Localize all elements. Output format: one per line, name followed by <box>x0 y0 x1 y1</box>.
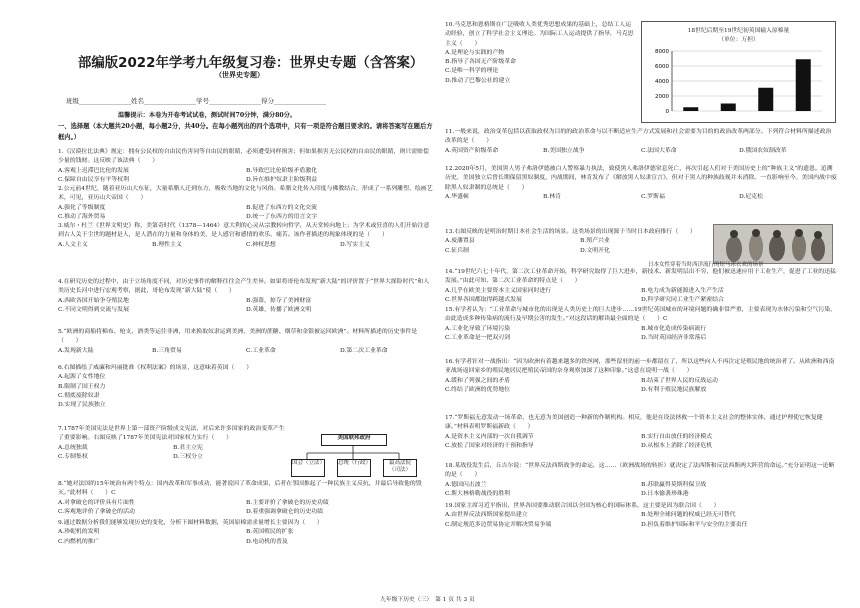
page-footer: 九年级下历史（三） 第 1 页 共 3 页 <box>380 597 475 603</box>
question-l-4 <box>58 278 434 315</box>
option-b[interactable]: B.殖产兴业 <box>580 238 610 245</box>
photo-illustration <box>714 225 832 263</box>
option-d[interactable]: D.有利于殖民地民族解放 <box>641 386 707 393</box>
question-options <box>58 167 434 186</box>
chart-y-tick-label: 2000 <box>655 94 669 100</box>
option-d[interactable]: D.科学研究同工业生产紧密结合 <box>641 296 724 303</box>
student-info-line: 班级________________姓名________________学号________________得分________________ <box>66 97 326 105</box>
question-r-10 <box>445 502 837 530</box>
option-a[interactable]: A.由世界反法西斯国家提出建立 <box>445 512 528 519</box>
option-d[interactable]: D.担负着维护国际和平与安全的主要责任 <box>641 521 748 528</box>
option-b[interactable]: B.美国独立战争 <box>543 147 585 154</box>
chart-title: 18世纪后期至19世纪初英国输入原棉量 <box>687 28 790 34</box>
option-c[interactable]: C.放松了国家对经济的干预和指导 <box>445 442 534 449</box>
option-c[interactable]: C.专制集权 <box>58 453 88 460</box>
option-c[interactable]: C.客观地评价了拿破仑的活动 <box>58 508 135 515</box>
question-stem: 7.1787年美国宪法是世界上第一部资产阶级成文宪法，对后来许多国家的政治变革产生了重要影响。右图反映了1787年美国宪法对国家权力实行（ ） <box>58 426 285 442</box>
option-a[interactable]: A.客观上迟滞巴比伦的发展 <box>58 167 129 174</box>
diagram-supreme-court: 最高法院（司法） <box>383 459 417 477</box>
exam-hint: 温馨提示：本卷为开卷考试试卷，测试时间70分钟，满分80分。 <box>118 112 297 119</box>
chart-y-tick-label: 0 <box>665 109 669 115</box>
option-c[interactable]: C.斯大林格勒战役的胜利 <box>445 490 511 497</box>
option-a[interactable]: A.发现新大陆 <box>58 347 94 354</box>
option-d[interactable]: D.写实主义 <box>340 241 370 248</box>
section-heading: 一、选择题（本大题共20小题，每小题2分，共40分。在每小题列出的四个选项中，只有一项是符合题目要求的。请将答案写在题后方框内。） <box>58 123 433 141</box>
option-d[interactable]: D.俄国农奴制改革 <box>739 147 787 154</box>
question-stem: 3.威尔・杜兰《世界文明史》称，美第奇时代（1378—1464）意大利的心灵从宗教转向哲学，从天堂转向地上；为学术或狂喜的人们开始注意到古人关于尘世的题材是人，是人潜在的力量和身体的美，是人感官和感情的欢乐、痛苦。该作者描述的现象体现的是（ ） <box>58 223 430 239</box>
option-c[interactable]: C.神权思想 <box>246 241 276 248</box>
option-c[interactable]: C.内燃机的推广 <box>58 538 100 545</box>
option-d[interactable]: D.推动了巴黎公社的建立 <box>445 77 511 84</box>
option-b[interactable]: B.林肯 <box>543 193 561 200</box>
option-d[interactable]: D.电动机的普及 <box>246 538 288 545</box>
question-options <box>445 287 837 306</box>
chart-y-tick-label: 4000 <box>655 79 669 85</box>
question-r-9 <box>445 462 837 499</box>
japan-meiji-photo <box>713 224 833 264</box>
option-b[interactable]: B.理性主义 <box>152 241 182 248</box>
question-stem: 16.有学者针对一战指出：“因为欧洲有着越来越多的铁丝网，那些留驻的前一步都留在了，所以这些向人不再注定是殖民地的统治者了。从欧洲和西南亚战场返回家乡的殖民地居民把殖民帝国的奈身观察加深了这种印象。”这意在说明一战（ ） <box>445 359 835 375</box>
option-b[interactable]: B.三角贸易 <box>152 347 182 354</box>
option-a[interactable]: A.西欧各国开始争夺殖民地 <box>58 297 129 304</box>
question-stem: 4.在研究历史的过程中，由于立场角度不同，对历史事件的解释往往会产生差异。如果将哥伦布发现“新大陆”的评价置于“世界大探险时代”和人类历史长河中进行宏观考察，据此，哥伦布发现“新大陆”使（ ） <box>58 279 430 295</box>
question-r-5 <box>445 268 837 305</box>
question-stem: 5.“欧洲的商船将棉布、枪支、酒类等运往非洲，用来换取奴隶运到美洲，美洲的蔗糖、烟草和金银被运回欧洲”。材料所描述的历史事件是（ ） <box>58 329 418 345</box>
question-stem: 15.有学者认为：“工业革命与城市化的出现是人类历史上的巨大进步……19世纪英国城市的环境问题的确非常严重，主要表现为水体污染和空气污染，由此造成多种传染病的流行及早期公害的发生。”对这段话的解读最全面的是（ ）C <box>445 307 836 323</box>
question-stem: 14.“19世纪六七十年代，第二次工业革命开始，科学研究取得了巨大进步，新技术、新发明层出不穷，他们被迅速应用于工业生产，促进了工业的迅猛发展。”由此可知，第二次工业革命的特点是（ ） <box>445 269 836 285</box>
question-options <box>445 147 837 156</box>
japan-photo-caption: 日本女性穿着当时西洋流行的短马冰衣欢的场景 <box>648 262 764 268</box>
option-b[interactable]: B.限制了国王权力 <box>58 383 106 390</box>
question-r-6 <box>445 306 837 343</box>
option-d[interactable]: D.文明开化 <box>580 247 610 254</box>
question-stem: 2.公元前4世纪，随着亚历山大东征，大量希腊人迁到东方，吸收当地的文化与风俗。希腊文化传入印度与佛教结合，形成了一系列雕塑、绘画艺术，可见，亚历山大帝国（ ） <box>58 186 433 202</box>
question-stem: 12.2020年5月，美国黑人男子弗洛伊德被白人警察暴力执法，致使黑人弗洛伊德窒息死亡，再次引起人们对于美国历史上的“种族主义”的遗患。追溯历史，美国独立后曾长期保留黑奴制度，内战期间，林肯发布了《解放黑人奴隶宣言》，但对于黑人的种族歧视并未消除。一直影响至今。美国内战中废除黑人奴隶制的总统是（ ） <box>445 166 837 191</box>
question-r-7 <box>445 358 837 395</box>
question-stem: 11.一般来说，政治变革包括以获取政权为目的的政治革命与以不断适应生产方式发展和社会需要为目的的政治改革两部分。下列符合材料所描述政治改革的是（ ） <box>445 129 832 145</box>
option-a[interactable]: A.几乎在欧美主要资本主义国家同时进行 <box>445 287 552 294</box>
question-r-1 <box>445 21 635 86</box>
diagram-federal-government: 美国联邦政府 <box>321 434 387 446</box>
option-d[interactable]: D.英雄，传播了欧洲文明 <box>246 306 312 313</box>
option-a[interactable]: A.废藩置县 <box>445 238 475 245</box>
option-a[interactable]: A.缓和了列强之间的矛盾 <box>445 377 511 384</box>
option-a[interactable]: A.是资本主义内部的一次自我调节 <box>445 433 534 440</box>
question-r-8 <box>445 414 837 451</box>
question-stem: 18.某战役发生后，丘吉尔说：“世界反法西斯战争的命运，这……（欧洲战场的转折）就决定了法西斯和反法西斯两大阵营的命运。”充分证明这一论断的是（ ） <box>445 463 835 479</box>
option-b[interactable]: B.英国殖民的扩张 <box>246 529 294 536</box>
chart-bar <box>758 88 773 111</box>
option-c[interactable]: C.工业革命是一把双刃剑 <box>445 334 511 341</box>
chart-y-tick-label: 6000 <box>655 64 669 70</box>
option-c[interactable]: C.保障自由民享有平等权利 <box>58 176 129 183</box>
us-power-diagram <box>283 433 423 483</box>
question-stem: 9.通过数据分析我们能够发现历史的变化，分析下图材料数据，英国原棉需求量增长主要因为（ ） <box>58 520 323 526</box>
question-options <box>445 377 837 396</box>
option-b[interactable]: B.城市化造成传染病流行 <box>641 325 707 332</box>
option-b[interactable]: B.处理全球问题的权威已经无可替代 <box>641 512 736 519</box>
option-c[interactable]: C.推动了海外贸易 <box>58 213 106 220</box>
option-b[interactable]: B.促进了东西方的文化交流 <box>246 204 317 211</box>
chart-bar <box>683 107 698 111</box>
option-c[interactable]: C.世界各国都取得跨越式发展 <box>445 296 522 303</box>
option-a[interactable]: A.是理论与实践的产物 <box>445 49 505 56</box>
question-options <box>445 511 837 530</box>
option-d[interactable]: D.旨在维护奴隶主阶级利益 <box>246 176 318 183</box>
option-d[interactable]: D.统一了东西方的语言文字 <box>246 213 318 220</box>
page-subtitle: （世界史专题） <box>215 70 264 79</box>
option-c[interactable]: C.征兵制 <box>445 247 469 254</box>
question-stem: 10.马克思和恩格斯在广泛吸收人类优秀思想成果的基础上，总结工人运动经验，创立了科学社会主义理论。为国际工人运动提供了指导，马克思主义（ ） <box>445 22 634 47</box>
question-r-3 <box>445 165 837 202</box>
option-b[interactable]: B.实行自由放任的经济模式 <box>641 433 712 440</box>
option-a[interactable]: A.德国闪击波兰 <box>445 481 487 488</box>
question-l-2 <box>58 185 434 222</box>
option-a[interactable]: A.对拿破仑的评价具有片面性 <box>58 499 135 506</box>
question-options <box>58 499 434 518</box>
question-stem: 13.右图反映的是明治时期日本社会生活的场景。这类场景的出现源于当时日本政府推行（ ） <box>445 229 696 235</box>
option-d[interactable]: D.从根本上消除了经济危机 <box>641 442 713 449</box>
question-l-3 <box>58 222 434 250</box>
question-stem: 17.“罗斯福无意发动一场革命，也无意为美国创造一种新的作制机构。相反，他是在设法拯救一个资本主义社会的整体实体，通过护理使它恢复健康。”材料表明罗斯福新政（ ） <box>445 415 823 431</box>
option-d[interactable]: D.当时英国经济非常落后 <box>641 334 707 341</box>
option-c[interactable]: C.罗斯福 <box>641 193 665 200</box>
chart-bar <box>796 59 811 111</box>
option-a[interactable]: A.起源了女性地位 <box>58 374 106 381</box>
option-d[interactable]: D.着重强调拿破仑的历史功绩 <box>246 508 324 515</box>
option-b[interactable]: B.苏联赢得莫斯科保卫战 <box>641 481 707 488</box>
question-stem: 8.“她对法国的15年统治有两个特点：国内改革和军事成功，能著说因了革命成果，后者在邻国推起了一种民族主义反抗，并最后导致他的毁灭。”此材料（ ）C <box>58 481 422 497</box>
option-b[interactable]: B.电力成为新能源进入生产生活 <box>641 287 724 294</box>
question-stem: 1.《汉谟拉比法典》规定：拥有公民权的自由民伤害同等自由民的眼睛，必须遭受同样损害；但如果损害无公民权的自由民的眼睛，则只需赔偿少量的钱财。这反映了该法典（ ） <box>58 149 429 165</box>
option-c[interactable]: C.法国大革命 <box>641 147 677 154</box>
option-b[interactable]: B.指导了各国无产阶级革命 <box>445 59 516 66</box>
question-options <box>58 373 278 410</box>
option-c[interactable]: C.不同文明得到交流与发展 <box>58 306 129 313</box>
question-options <box>445 49 635 86</box>
question-options <box>445 193 837 202</box>
option-a[interactable]: A.总统独裁 <box>58 444 88 451</box>
question-l-5 <box>58 328 434 356</box>
question-options <box>58 528 434 547</box>
cotton-import-chart <box>641 21 836 123</box>
option-b[interactable]: B.君主立宪 <box>173 444 203 451</box>
option-d[interactable]: D.实现了民族独立 <box>58 402 106 409</box>
option-a[interactable]: A.人文主义 <box>58 241 88 248</box>
option-a[interactable]: A.英国资产阶级革命 <box>445 147 499 154</box>
chart-plot <box>642 43 835 118</box>
question-l-1 <box>58 148 434 185</box>
option-a[interactable]: A.强化了等级制度 <box>58 204 106 211</box>
option-c[interactable]: C.彻底废除奴隶 <box>58 392 100 399</box>
option-b[interactable]: B.结束了世界人民的反战运动 <box>641 377 718 384</box>
option-c[interactable]: C.是唯一科学的理论 <box>445 68 499 75</box>
question-options <box>445 481 837 500</box>
question-l-8 <box>58 480 434 517</box>
page-title: 部编版2022年学考九年级复习卷：世界史专题（含答案） <box>78 56 424 71</box>
question-options <box>58 241 434 250</box>
diagram-congress: 国会（立法） <box>291 459 325 477</box>
option-a[interactable]: A.珍妮机的发明 <box>58 529 100 536</box>
question-options <box>445 237 715 256</box>
chart-y-tick-label: 8000 <box>655 49 669 55</box>
option-d[interactable]: D.日本偷袭珍珠港 <box>641 490 689 497</box>
question-l-6 <box>58 364 278 410</box>
question-options <box>58 204 434 223</box>
question-r-2 <box>445 128 837 156</box>
option-d[interactable]: D.第二次工业革命 <box>340 347 388 354</box>
option-d[interactable]: D.三权分立 <box>173 453 203 460</box>
question-l-9 <box>58 519 434 547</box>
question-options <box>58 297 434 316</box>
question-r-4 <box>445 228 715 256</box>
chart-unit: （单位：万担） <box>718 37 759 43</box>
option-d[interactable]: D.尼克松 <box>739 193 764 200</box>
diagram-president: 总统（行政） <box>337 459 371 477</box>
question-l-7 <box>58 425 288 462</box>
option-b[interactable]: B.导致巴比伦阶级矛盾激化 <box>246 167 317 174</box>
question-stem: 6.右图描绘了威廉和玛丽批准《权利法案》的场景，这意味着英国（ ） <box>58 365 253 371</box>
option-b[interactable]: B.强盗，掠夺了美洲财富 <box>246 297 312 304</box>
option-c[interactable]: C.终结了欧洲的优势地位 <box>445 386 511 393</box>
question-options <box>58 444 288 463</box>
option-a[interactable]: A.工业化导致了环境污染 <box>445 325 511 332</box>
chart-bar <box>721 104 736 112</box>
question-options <box>445 433 837 452</box>
option-c[interactable]: C.制定规范多边贸易协定并解决贸易争端 <box>445 521 552 528</box>
option-c[interactable]: C.工业革命 <box>246 347 276 354</box>
option-b[interactable]: B.主要评价了拿破仑的历史功绩 <box>246 499 329 506</box>
option-a[interactable]: A.华盛顿 <box>445 193 469 200</box>
question-options <box>58 347 434 356</box>
question-options <box>445 325 837 344</box>
question-stem: 19.国家主席习近平指出，世界各国要推动联合国以全国为核心的国际体系，这主要是因为联合国（ ） <box>445 503 720 509</box>
